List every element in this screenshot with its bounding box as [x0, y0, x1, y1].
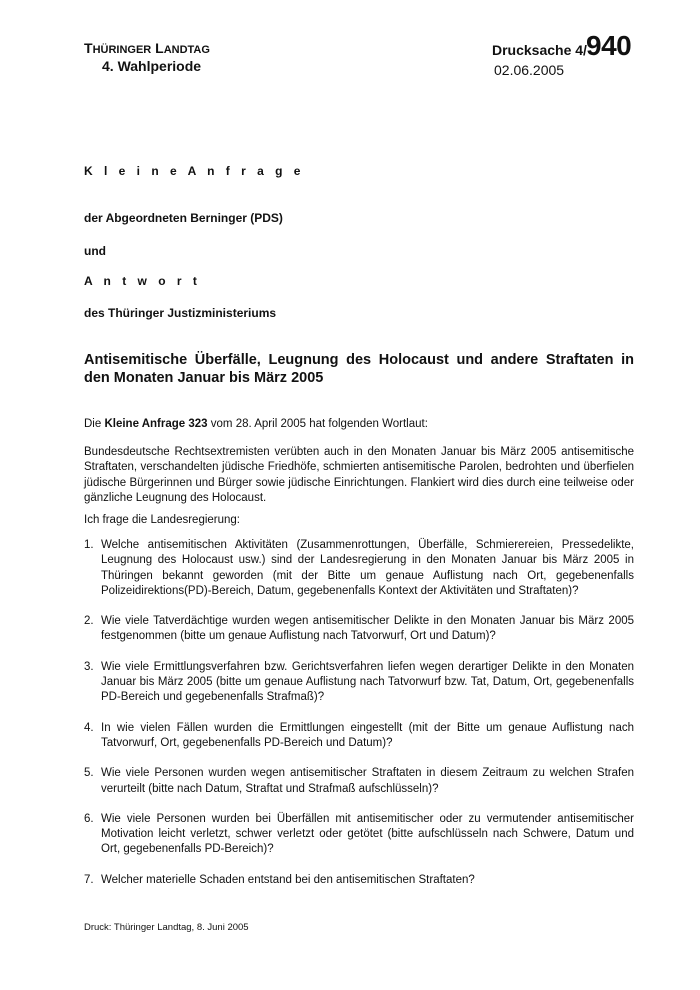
- document-date: 02.06.2005: [494, 62, 565, 78]
- list-item: 3. Wie viele Ermittlungsverfahren bzw. Gerichtsverfahren liefen wegen derartiger Delikte in den Monaten Januar bis März 2005 (bitte um genaue Auflistung nach Tatvorwurf bzw. Tat, Datum, Ort, gegebenenfalls PD-Bereich und gegebenenfalls Strafmaß)?: [84, 660, 634, 704]
- answer-label: A n t w o r t: [84, 274, 201, 288]
- parliament-name: THÜRINGER LANDTAG: [84, 40, 210, 56]
- inquiry-reference: Kleine Anfrage 323: [104, 418, 208, 430]
- intro-paragraph: Die Kleine Anfrage 323 vom 28. April 2005 hat folgenden Wortlaut:: [84, 418, 428, 430]
- ministry-line: des Thüringer Justizministeriums: [84, 306, 277, 320]
- conjunction: und: [84, 244, 106, 258]
- document-title: Antisemitische Überfälle, Leugnung des Holocaust und andere Straftaten in den Monaten Januar bis März 2005: [84, 352, 634, 386]
- print-footer: Druck: Thüringer Landtag, 8. Juni 2005: [84, 922, 249, 933]
- question-intro: Ich frage die Landesregierung:: [84, 514, 240, 526]
- question-list: [84, 538, 634, 903]
- list-item: 1. Welche antisemitischen Aktivitäten (Zusammenrottungen, Überfälle, Schmierereien, Pressedelikte, Leugnung des Holocaust usw.) sind der Landesregierung in den Monaten Januar bis März 2005 in Thüringen bekannt geworden (mit der Bitte um genaue Auflistung nach Ort, gegebenenfalls Polizeidirektions(PD)-Bereich, Datum, gegebenenfalls Kontext der Aktivitäten und Straftaten)?: [84, 539, 634, 597]
- context-paragraph: Bundesdeutsche Rechtsextremisten verübten auch in den Monaten Januar bis März 2005 antisemitische Straftaten, verschandelten jüdische Friedhöfe, schmierten antisemitische Parolen, bedrohten und überfielen jüdische Bürgerinnen und Bürger sowie jüdische Einrichtungen. Flankiert wird dies durch eine teilweise oder gänzliche Leugnung des Holocaust.: [84, 446, 634, 504]
- legislative-period: 4. Wahlperiode: [102, 58, 202, 74]
- printed-matter-label: Drucksache 4/: [492, 42, 587, 58]
- list-item: 5. Wie viele Personen wurden wegen antisemitischer Straftaten in diesem Zeitraum zu welchen Strafen verurteilt (bitte nach Datum, Straftat und Strafmaß aufschlüsseln)?: [84, 767, 634, 795]
- asker-line: der Abgeordneten Berninger (PDS): [84, 211, 283, 225]
- list-item: 6. Wie viele Personen wurden bei Überfällen mit antisemitischer oder zu vermutender antisemitischer Motivation leicht verletzt, schwer verletzt oder getötet (bitte aufschlüsseln nach Schwere, Datum und Ort, gegebenenfalls PD-Bereich)?: [84, 812, 634, 856]
- printed-matter-number: 940: [586, 30, 632, 61]
- list-item: 4. In wie vielen Fällen wurden die Ermittlungen eingestellt (mit der Bitte um genaue Auflistung nach Tatvorwurf, Ort, gegebenenfalls PD-Bereich und Datum)?: [84, 721, 634, 749]
- list-item: 2. Wie viele Tatverdächtige wurden wegen antisemitischer Delikte in den Monaten Januar bis März 2005 festgenommen (bitte um genaue Auflistung nach Tatvorwurf, Ort und Datum)?: [84, 615, 634, 643]
- list-item: 7. Welcher materielle Schaden entstand bei den antisemitischen Straftaten?: [84, 873, 475, 886]
- document-type: K l e i n e A n f r a g e: [84, 164, 305, 178]
